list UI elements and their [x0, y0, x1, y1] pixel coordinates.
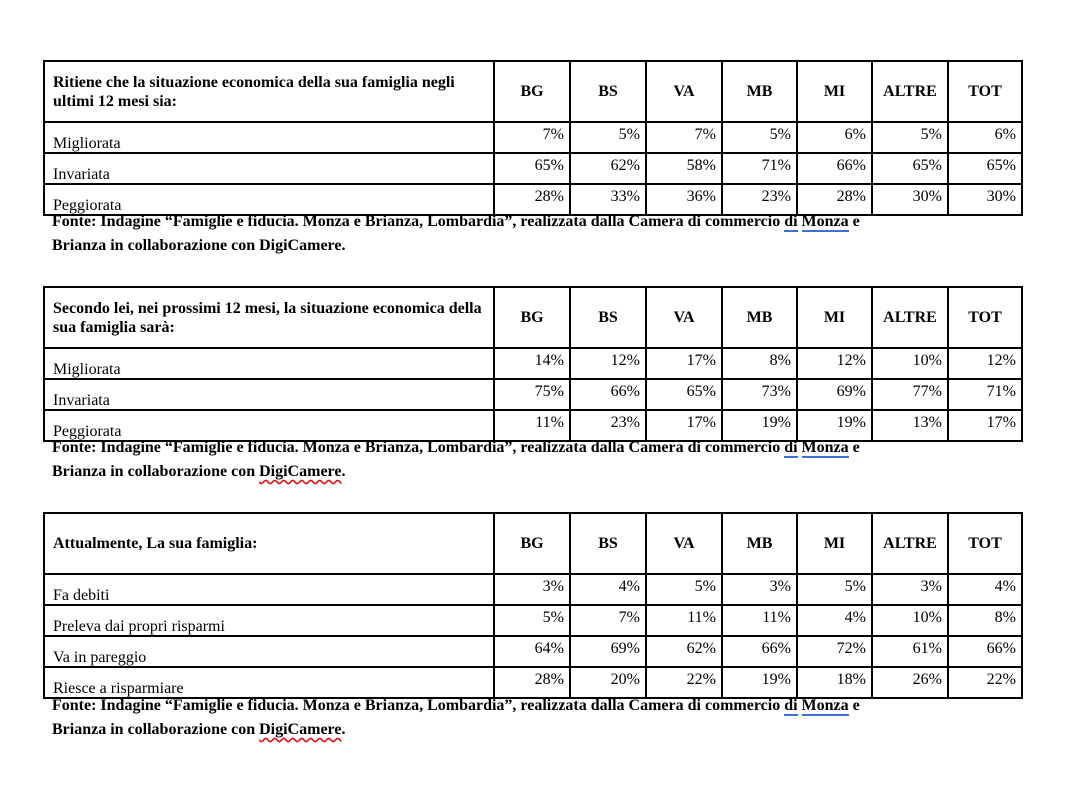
source-digicamere: DigiCamere [259, 721, 342, 738]
cell-value: 33% [570, 184, 646, 215]
cell-value: 5% [797, 574, 872, 605]
cell-value: 11% [646, 605, 722, 636]
column-header-tot: TOT [948, 513, 1022, 574]
cell-value: 7% [646, 122, 722, 153]
cell-value: 12% [570, 348, 646, 379]
cell-value: 58% [646, 153, 722, 184]
source-digicamere: DigiCamere [259, 237, 342, 254]
cell-value: 4% [797, 605, 872, 636]
cell-value: 64% [494, 636, 570, 667]
table-row [44, 348, 1022, 379]
cell-value: 6% [948, 122, 1022, 153]
table-family-finances [43, 512, 1023, 699]
column-header-mb: MB [722, 61, 797, 122]
column-header-bs: BS [570, 61, 646, 122]
cell-value: 66% [570, 379, 646, 410]
cell-value: 23% [722, 184, 797, 215]
cell-value: 28% [494, 184, 570, 215]
column-header-tot: TOT [948, 61, 1022, 122]
cell-value: 69% [570, 636, 646, 667]
source-word-di: di [784, 213, 798, 230]
row-label: Fa debiti [44, 574, 494, 605]
cell-value: 77% [872, 379, 948, 410]
cell-value: 14% [494, 348, 570, 379]
table-economic-situation-future [43, 286, 1023, 442]
column-header-bg: BG [494, 513, 570, 574]
cell-value: 19% [722, 667, 797, 698]
cell-value: 17% [948, 410, 1022, 441]
cell-value: 26% [872, 667, 948, 698]
cell-value: 5% [872, 122, 948, 153]
source-period: . [341, 721, 346, 738]
cell-value: 20% [570, 667, 646, 698]
cell-value: 17% [646, 410, 722, 441]
column-header-altre: ALTRE [872, 61, 948, 122]
cell-value: 66% [722, 636, 797, 667]
source-text-line2: Brianza in collaborazione con [52, 237, 256, 254]
question-cell: Attualmente, La sua famiglia: [44, 513, 494, 574]
cell-value: 71% [722, 153, 797, 184]
cell-value: 7% [494, 122, 570, 153]
column-header-bg: BG [494, 287, 570, 348]
cell-value: 69% [797, 379, 872, 410]
column-header-tot: TOT [948, 287, 1022, 348]
cell-value: 11% [494, 410, 570, 441]
cell-value: 13% [872, 410, 948, 441]
row-label: Invariata [44, 379, 494, 410]
row-label: Invariata [44, 153, 494, 184]
source-digicamere: DigiCamere [259, 463, 342, 480]
cell-value: 3% [722, 574, 797, 605]
table-row [44, 636, 1022, 667]
column-header-va: VA [646, 287, 722, 348]
source-word-monza: Monza [801, 213, 849, 230]
cell-value: 4% [570, 574, 646, 605]
cell-value: 8% [722, 348, 797, 379]
column-header-altre: ALTRE [872, 513, 948, 574]
cell-value: 12% [797, 348, 872, 379]
cell-value: 8% [948, 605, 1022, 636]
cell-value: 65% [948, 153, 1022, 184]
column-header-mi: MI [797, 513, 872, 574]
cell-value: 30% [872, 184, 948, 215]
source-text: Fonte: Indagine “Famiglie e fiducia. Monza e Brianza, Lombardia”, realizzata dalla Camera di commercio [52, 439, 781, 456]
table-row [44, 379, 1022, 410]
cell-value: 5% [646, 574, 722, 605]
source-word-monza: Monza [801, 697, 849, 714]
source-word-e: e [852, 697, 860, 714]
cell-value: 19% [722, 410, 797, 441]
table-row [44, 605, 1022, 636]
cell-value: 28% [494, 667, 570, 698]
column-header-mb: MB [722, 287, 797, 348]
row-label: Migliorata [44, 348, 494, 379]
table-economic-situation-past [43, 60, 1023, 216]
cell-value: 23% [570, 410, 646, 441]
cell-value: 73% [722, 379, 797, 410]
source-word-e: e [852, 213, 860, 230]
cell-value: 10% [872, 605, 948, 636]
source-text: Fonte: Indagine “Famiglie e fiducia. Monza e Brianza, Lombardia”, realizzata dalla Camera di commercio [52, 697, 781, 714]
row-label: Preleva dai propri risparmi [44, 605, 494, 636]
column-header-bs: BS [570, 287, 646, 348]
cell-value: 65% [494, 153, 570, 184]
row-label: Va in pareggio [44, 636, 494, 667]
cell-value: 7% [570, 605, 646, 636]
cell-value: 72% [797, 636, 872, 667]
table-row [44, 574, 1022, 605]
cell-value: 19% [797, 410, 872, 441]
row-label: Peggiorata [44, 410, 494, 441]
row-label: Peggiorata [44, 184, 494, 215]
source-text: Fonte: Indagine “Famiglie e fiducia. Monza e Brianza, Lombardia”, realizzata dalla Camera di commercio [52, 213, 781, 230]
cell-value: 36% [646, 184, 722, 215]
column-header-va: VA [646, 61, 722, 122]
cell-value: 71% [948, 379, 1022, 410]
source-text-line2: Brianza in collaborazione con [52, 721, 256, 738]
cell-value: 62% [646, 636, 722, 667]
cell-value: 65% [872, 153, 948, 184]
cell-value: 75% [494, 379, 570, 410]
cell-value: 17% [646, 348, 722, 379]
column-header-bs: BS [570, 513, 646, 574]
column-header-mi: MI [797, 61, 872, 122]
source-word-di: di [784, 439, 798, 456]
cell-value: 3% [872, 574, 948, 605]
cell-value: 28% [797, 184, 872, 215]
source-period: . [341, 463, 346, 480]
row-label: Riesce a risparmiare [44, 667, 494, 698]
cell-value: 66% [797, 153, 872, 184]
column-header-va: VA [646, 513, 722, 574]
cell-value: 4% [948, 574, 1022, 605]
cell-value: 22% [948, 667, 1022, 698]
cell-value: 5% [722, 122, 797, 153]
table-header-row [44, 61, 1022, 122]
cell-value: 30% [948, 184, 1022, 215]
cell-value: 12% [948, 348, 1022, 379]
cell-value: 22% [646, 667, 722, 698]
source-period: . [341, 237, 346, 254]
source-note [52, 694, 1016, 742]
table-row [44, 153, 1022, 184]
question-cell: Ritiene che la situazione economica della sua famiglia negli ultimi 12 mesi sia: [44, 61, 494, 122]
cell-value: 3% [494, 574, 570, 605]
source-word-e: e [852, 439, 860, 456]
table-header-row [44, 287, 1022, 348]
table-header-row [44, 513, 1022, 574]
cell-value: 11% [722, 605, 797, 636]
source-word-monza: Monza [801, 439, 849, 456]
cell-value: 65% [646, 379, 722, 410]
source-note [52, 210, 1016, 258]
source-note [52, 436, 1016, 484]
cell-value: 62% [570, 153, 646, 184]
column-header-mb: MB [722, 513, 797, 574]
column-header-bg: BG [494, 61, 570, 122]
cell-value: 5% [570, 122, 646, 153]
question-cell: Secondo lei, nei prossimi 12 mesi, la situazione economica della sua famiglia sarà: [44, 287, 494, 348]
source-word-di: di [784, 697, 798, 714]
source-text-line2: Brianza in collaborazione con [52, 463, 256, 480]
column-header-altre: ALTRE [872, 287, 948, 348]
cell-value: 66% [948, 636, 1022, 667]
cell-value: 61% [872, 636, 948, 667]
cell-value: 10% [872, 348, 948, 379]
row-label: Migliorata [44, 122, 494, 153]
cell-value: 6% [797, 122, 872, 153]
cell-value: 18% [797, 667, 872, 698]
cell-value: 5% [494, 605, 570, 636]
column-header-mi: MI [797, 287, 872, 348]
table-row [44, 122, 1022, 153]
